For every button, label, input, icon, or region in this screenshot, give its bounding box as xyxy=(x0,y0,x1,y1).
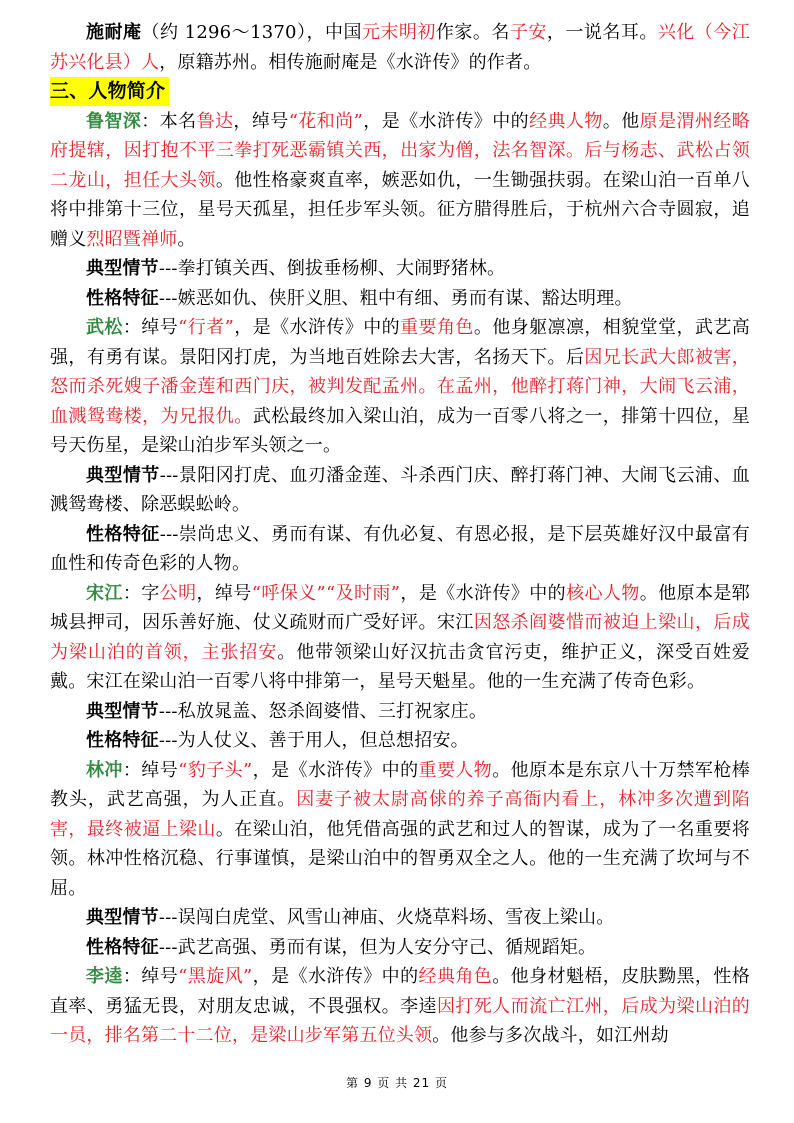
section-heading-row xyxy=(50,77,750,107)
document-page xyxy=(50,18,750,1051)
typical-plot-text: ---拳打镇关西、倒拔垂杨柳、大闹野猪林。 xyxy=(158,258,506,279)
bio-run: 重要人物 xyxy=(418,759,493,781)
page-footer: 第 9 页 共 21 页 xyxy=(346,1076,448,1090)
character-traits xyxy=(50,726,750,756)
bio-run: ，是《水浒传》中的 xyxy=(234,317,401,338)
section-heading: 三、人物简介 xyxy=(50,77,169,106)
bio-run: 重要角色 xyxy=(400,317,474,338)
bio-run: “黑旋风” xyxy=(178,966,253,987)
character-traits-label: 性格特征 xyxy=(86,936,159,958)
bio-run: 李逵 xyxy=(86,966,123,987)
bio-run: 。他 xyxy=(602,110,640,132)
bio-run: 。他性格豪爽直率，嫉恶如仇，一生锄强扶弱。在梁山泊一百单八将中排第十三位，星号天孤星，担任步军头领。征方腊得胜后，于杭州六合寺圆寂，追赠义 xyxy=(50,169,750,250)
bio-run: 武松最终加入梁山泊，成为一百零八将之一，排第十四位，星号天伤星，是梁山泊步军头领之一。 xyxy=(50,405,750,456)
bio-run: 。他身材魁梧，皮肤黝黑，性格直率、勇猛无畏，对朋友忠诚，不畏强权。李逵 xyxy=(50,966,750,1017)
character-bio xyxy=(50,107,750,255)
bio-run: ：绰号 xyxy=(122,759,179,781)
character-bio xyxy=(50,756,750,904)
bio-run: 。他参与多次战斗，如江州劫 xyxy=(432,1025,669,1046)
bio-run: 宋江 xyxy=(86,582,123,604)
character-bio xyxy=(50,579,750,697)
bio-run: 鲁达 xyxy=(196,110,234,132)
bio-run: ，绰号 xyxy=(196,582,252,604)
intro-run: （约 1296～1370），中国 xyxy=(141,22,362,43)
typical-plot-text: ---私放晁盖、怒杀阎婆惜、三打祝家庄。 xyxy=(158,700,488,722)
character-traits xyxy=(50,520,750,579)
typical-plot-text: ---景阳冈打虎、血刃潘金莲、斗杀西门庆、醉打蒋门神、大闹飞云浦、血溅鸳鸯楼、除恶蜈蚣岭。 xyxy=(50,464,750,515)
bio-run: 因兄长武大郎被害，怒而杀死嫂子潘金莲和西门庆，被判发配孟州。在孟州，他醉打蒋门神，大闹飞云浦，血溅鸳鸯楼，为兄报仇。 xyxy=(50,346,750,427)
bio-run: ，是《水浒传》中的 xyxy=(363,110,530,132)
intro-paragraph xyxy=(50,18,750,77)
intro-run: 兴化（今江苏兴化县）人 xyxy=(50,22,750,73)
bio-run: 原是渭州经略府提辖，因打抱不平三拳打死恶霸镇关西，出家为僧，法名智深。后与杨志、武松占领二龙山，担任大头领 xyxy=(50,110,750,191)
typical-plot-label: 典型情节 xyxy=(86,700,159,722)
bio-run: 。在梁山泊，他凭借高强的武艺和过人的智谋，成为了一名重要将领。林冲性格沉稳、行事谨慎，是梁山泊中的智勇双全之人。他的一生充满了坎坷与不屈。 xyxy=(50,818,750,899)
bio-run: “行者” xyxy=(178,317,235,338)
bio-run: 核心人物 xyxy=(566,582,640,604)
bio-run: 因打死人而流亡江州，后成为梁山泊的一员，排名第二十二位，是梁山步军第五位头领 xyxy=(50,995,750,1046)
typical-plot xyxy=(50,697,750,727)
bio-run: 因怒杀阎婆惜而被迫上梁山，后成为梁山泊的首领，主张招安 xyxy=(50,612,751,663)
typical-plot-text: ---误闯白虎堂、风雪山神庙、火烧草料场、雪夜上梁山。 xyxy=(158,907,615,928)
character-traits-text: ---嫉恶如仇、侠肝义胆、粗中有细、勇而有谋、豁达明理。 xyxy=(158,287,633,309)
bio-run: ：绰号 xyxy=(122,966,179,987)
intro-run: 元末明初 xyxy=(361,22,436,43)
bio-run: 。 xyxy=(177,228,196,250)
character-traits-label: 性格特征 xyxy=(86,730,159,751)
bio-run: 。他原本是东京八十万禁军枪棒教头，武艺高强，为人正直。 xyxy=(50,759,750,810)
character-bio xyxy=(50,962,750,1051)
bio-run: “呼保义”“及时雨” xyxy=(251,582,401,604)
character-traits-text: ---武艺高强、勇而有谋，但为人安分守己、循规蹈矩。 xyxy=(158,936,597,958)
typical-plot xyxy=(50,461,750,520)
character-traits xyxy=(50,284,750,314)
bio-run: 经典人物 xyxy=(529,110,603,132)
typical-plot-label: 典型情节 xyxy=(86,258,159,279)
character-traits xyxy=(50,933,750,963)
typical-plot-label: 典型情节 xyxy=(86,907,159,928)
bio-run: 烈昭暨禅师 xyxy=(86,228,178,250)
bio-run: ：字 xyxy=(122,582,160,604)
character-traits-text: ---为人仗义、善于用人，但总想招安。 xyxy=(158,730,469,751)
bio-run: 。他身躯凛凛，相貌堂堂，武艺高强，有勇有谋。景阳冈打虎，为当地百姓除去大害，名扬天下。后 xyxy=(50,317,750,368)
intro-run: 施耐庵 xyxy=(86,22,142,43)
typical-plot xyxy=(50,254,750,284)
intro-run: ，原籍苏州。相传施耐庵是《水浒传》的作者。 xyxy=(159,51,542,73)
character-traits-label: 性格特征 xyxy=(86,523,160,545)
bio-run: 鲁智深 xyxy=(86,110,142,132)
bio-run: 经典角色 xyxy=(418,966,493,987)
bio-run: ，是《水浒传》中的 xyxy=(252,966,419,987)
character-bio xyxy=(50,313,750,461)
bio-run: ：绰号 xyxy=(122,317,179,338)
character-traits-label: 性格特征 xyxy=(86,287,159,309)
bio-run: 武松 xyxy=(86,317,123,338)
bio-run: 。他带领梁山好汉抗击贪官污吏，维护正义，深受百姓爱戴。宋江在梁山泊一百零八将中排第一，星号天魁星。他的一生充满了传奇色彩。 xyxy=(50,641,750,692)
intro-run: 作家。名 xyxy=(435,22,510,43)
bio-run: ：本名 xyxy=(141,110,197,132)
bio-run: 因妻子被太尉高俅的养子高衙内看上，林冲多次遭到陷害，最终被逼上梁山 xyxy=(50,789,750,840)
bio-run: “豹子头” xyxy=(178,759,253,781)
bio-run: ，绰号 xyxy=(233,110,289,132)
bio-run: “花和尚” xyxy=(288,110,364,132)
typical-plot-label: 典型情节 xyxy=(86,464,160,486)
character-list xyxy=(50,107,750,1051)
bio-run: 公明 xyxy=(159,582,197,604)
bio-run: 。他原本是郓城县押司，因乐善好施、仗义疏财而广受好评。宋江 xyxy=(50,582,750,633)
intro-run: 子安 xyxy=(509,22,547,43)
bio-run: ，是《水浒传》中的 xyxy=(252,759,419,781)
bio-run: ，是《水浒传》中的 xyxy=(400,582,567,604)
bio-run: 林冲 xyxy=(86,759,123,781)
intro-run: ，一说名耳。 xyxy=(546,22,658,43)
character-traits-text: ---崇尚忠义、勇而有谋、有仇必复、有恩必报，是下层英雄好汉中最富有血性和传奇色彩的人物。 xyxy=(50,523,750,574)
typical-plot xyxy=(50,903,750,933)
